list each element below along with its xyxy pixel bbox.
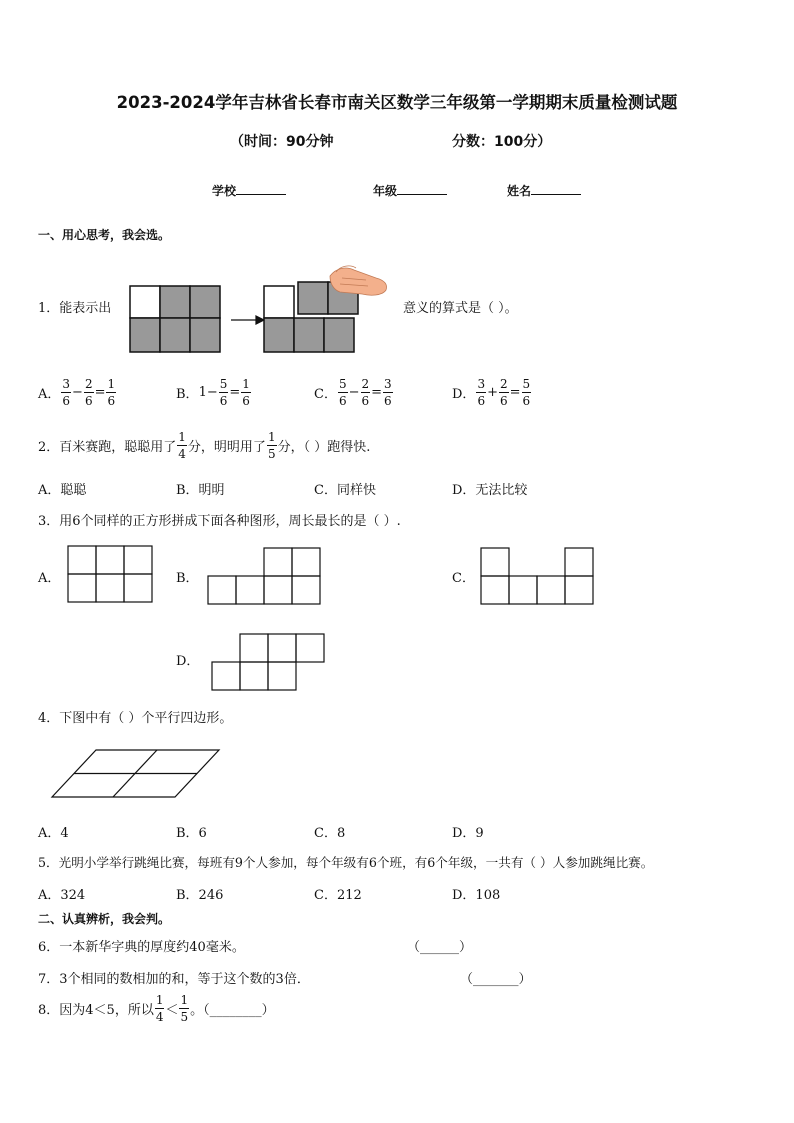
section-2-heading: 二、认真辨析，我会判。 [38,912,171,926]
q3-shape-c [481,548,593,606]
q6-text: 6．一本新华字典的厚度约40毫米。 [38,940,245,955]
q4-option-a[interactable]: A．4 [38,826,69,841]
q3-option-b[interactable]: B． [176,571,199,586]
grade-field[interactable] [373,182,447,199]
q3-option-c[interactable]: C． [452,571,475,586]
q3-shape-d [212,634,324,692]
q1-option-b[interactable]: B． 1− $\frac{5}{6}$ = $\frac{1}{6}$ [176,377,250,408]
exam-time: （时间：90分钟 [230,134,334,150]
q8-answer-blank[interactable]: 。（________） [190,1003,275,1018]
name-blank[interactable] [531,182,581,195]
q5-text: 5．光明小学举行跳绳比赛，每班有9个人参加，每个年级有6个班，有6个年级，一共有（ ）人参加跳绳比赛。 [38,855,654,870]
q1-option-c[interactable]: C． $\frac{5}{6}$ − $\frac{2}{6}$ = $\frac{3}{6}$ [314,377,392,408]
grade-label: 年级 [373,184,398,198]
q1-option-a[interactable]: A． $\frac{3}{6}$ − $\frac{2}{6}$ = $\frac{1}{6}$ [38,377,116,408]
q4-option-c[interactable]: C．8 [314,826,346,841]
arrow-icon [231,316,264,324]
q3-shape-a [68,546,152,604]
q3-option-d[interactable]: D． [176,654,200,669]
q2-option-c[interactable]: C．同样快 [314,483,376,498]
q5-option-d[interactable]: D．108 [452,888,501,903]
q8-question: 8．因为4＜5，所以 $\frac{1}{4}$ ＜ $\frac{1}{5}$ 。（________） [38,993,275,1024]
q4-option-d[interactable]: D．9 [452,826,484,841]
q4-option-b[interactable]: B．6 [176,826,207,841]
q2-option-d[interactable]: D．无法比较 [452,483,528,498]
q3-option-a[interactable]: A． [38,571,61,586]
name-field[interactable] [507,182,581,199]
q3-text: 3．用6个同样的正方形拼成下面各种图形，周长最长的是（ ）. [38,514,401,529]
q4-text: 4．下图中有（ ）个平行四边形。 [38,711,233,726]
school-label: 学校 [212,184,237,198]
q3-shape-b [208,548,322,606]
q5-option-a[interactable]: A．324 [38,888,86,903]
exam-score: 分数：100分） [452,134,552,150]
q2-option-b[interactable]: B．明明 [176,483,225,498]
q1-rect-before [130,286,220,352]
school-blank[interactable] [236,182,286,195]
page-title: 2023-2024学年吉林省长春市南关区数学三年级第一学期期末质量检测试题 [116,93,678,112]
grade-blank[interactable] [397,182,447,195]
q6-answer-blank[interactable]: （______） [407,940,473,955]
name-label: 姓名 [507,184,532,198]
q4-parallelogram-figure [52,750,222,800]
q7-text: 7．3个相同的数相加的和，等于这个数的3倍． [38,972,310,987]
q2-option-a[interactable]: A．聪聪 [38,483,87,498]
q1-figure [130,266,390,356]
q2-question: 2．百米赛跑，聪聪用了 $\frac{1}{4}$ 分，明明用了 $\frac{1}{5}$ 分，（ ）跑得快. [38,430,371,461]
q1-text-after: 意义的算式是（ ）。 [403,301,518,316]
hand-icon [330,266,387,295]
q7-answer-blank[interactable]: （_______） [460,972,532,987]
section-1-heading: 一、用心思考，我会选。 [38,228,171,242]
q1-option-d[interactable]: D． $\frac{3}{6}$ + $\frac{2}{6}$ = $\frac{5}{6}$ [452,377,531,408]
q5-option-c[interactable]: C．212 [314,888,362,903]
q1-text-before: 1．能表示出 [38,301,112,316]
school-field[interactable] [212,182,286,199]
q5-option-b[interactable]: B．246 [176,888,224,903]
